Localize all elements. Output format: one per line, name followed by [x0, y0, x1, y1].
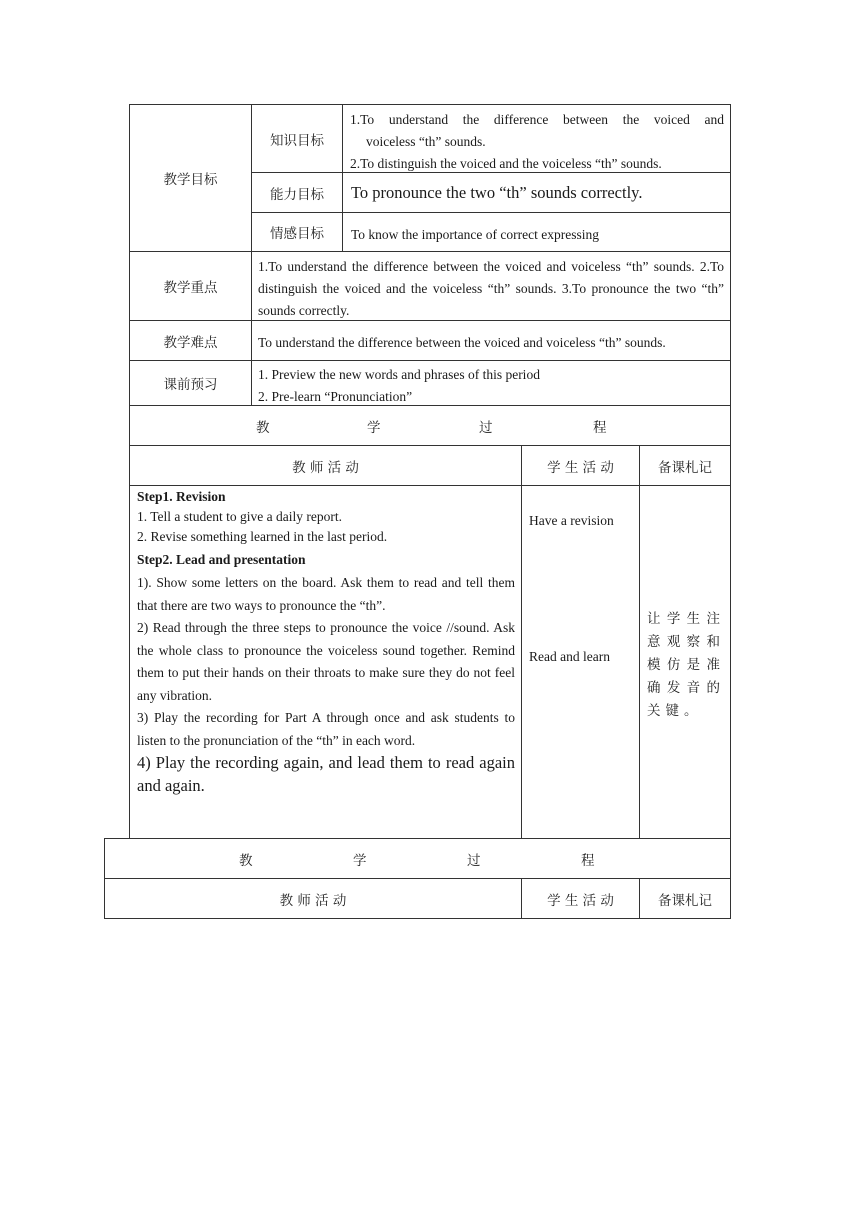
student-activity-header-2: 学 生 活 动	[547, 892, 614, 909]
difficulties-label: 教学难点	[163, 334, 218, 351]
step1-item-1: 1. Tell a student to give a daily report.	[137, 509, 343, 524]
step2-para-4: 4) Play the recording again, and lead them to read again and again.	[137, 753, 515, 795]
notes-header-2: 备课札记	[658, 892, 712, 909]
key-points-text: 1.To understand the difference between the voiced and voiceless “th” sounds. 2.To distinguish the voiced and the voiceless “th” sounds. 3.To pronounce the two “th” sounds correctly.	[258, 259, 724, 318]
step2-para-2: 2) Read through the three steps to pronounce the voice //sound. Ask the whole class to pronounce the voiceless sound together. Remind them to put their hands on their throats to make sure they do not feel any vibration.	[137, 620, 515, 703]
notes-text: 让学生注意观察和模仿是准确发音的关键。	[647, 611, 725, 719]
preview-item-1: 1. Preview the new words and phrases of this period	[258, 367, 540, 382]
preview-label: 课前预习	[163, 377, 218, 393]
process2-char-1: 教	[239, 852, 253, 869]
step1-item-2: 2. Revise something learned in the last period.	[137, 529, 388, 544]
objectives-label: 教学目标	[163, 172, 218, 188]
process-title	[130, 406, 730, 445]
knowledge-line1b: voiceless “th” sounds.	[366, 134, 486, 149]
process2-char-2: 学	[353, 852, 367, 869]
teacher-activities	[137, 487, 515, 797]
step2-para-3: 3) Play the recording for Part A through once and ask students to listen to the pronunciation of the “th” in each word.	[137, 710, 515, 748]
process2-char-4: 程	[581, 852, 595, 869]
preview-item-2: 2. Pre-learn “Pronunciation”	[258, 389, 413, 404]
preview-list	[258, 364, 724, 408]
process2-title	[105, 839, 730, 878]
difficulties-text: To understand the difference between the voiced and voiceless “th” sounds.	[258, 334, 666, 350]
process-char-1: 教	[256, 419, 270, 436]
student-activity-header: 学 生 活 动	[547, 459, 614, 476]
ability-text: To pronounce the two “th” sounds correctly.	[351, 182, 643, 202]
process2-char-3: 过	[467, 852, 481, 869]
step2-para-1: 1). Show some letters on the board. Ask them to read and tell them that there are two ways to pronounce the “th”.	[137, 575, 515, 613]
teacher-activity-header: 教 师 活 动	[292, 459, 359, 476]
notes-header: 备课札记	[658, 459, 712, 476]
student-activity-1: Have a revision	[529, 513, 614, 528]
student-activity-2: Read and learn	[529, 649, 610, 664]
step1-title: Step1. Revision	[137, 489, 226, 504]
knowledge-line1: 1.To understand the difference between the voiced and	[350, 112, 724, 127]
key-points-label: 教学重点	[163, 280, 218, 296]
ability-label: 能力目标	[270, 186, 324, 203]
knowledge-text	[350, 109, 724, 175]
process-char-2: 学	[367, 419, 381, 436]
emotion-label: 情感目标	[270, 226, 324, 242]
process-char-4: 程	[593, 419, 607, 436]
process-char-3: 过	[479, 419, 493, 436]
emotion-text: To know the importance of correct expressing	[351, 227, 599, 242]
step2-title: Step2. Lead and presentation	[137, 552, 306, 567]
teacher-activity-header-2: 教 师 活 动	[279, 892, 347, 909]
knowledge-label: 知识目标	[270, 132, 324, 149]
knowledge-line2: 2.To distinguish the voiced and the voiceless “th” sounds.	[350, 156, 662, 171]
